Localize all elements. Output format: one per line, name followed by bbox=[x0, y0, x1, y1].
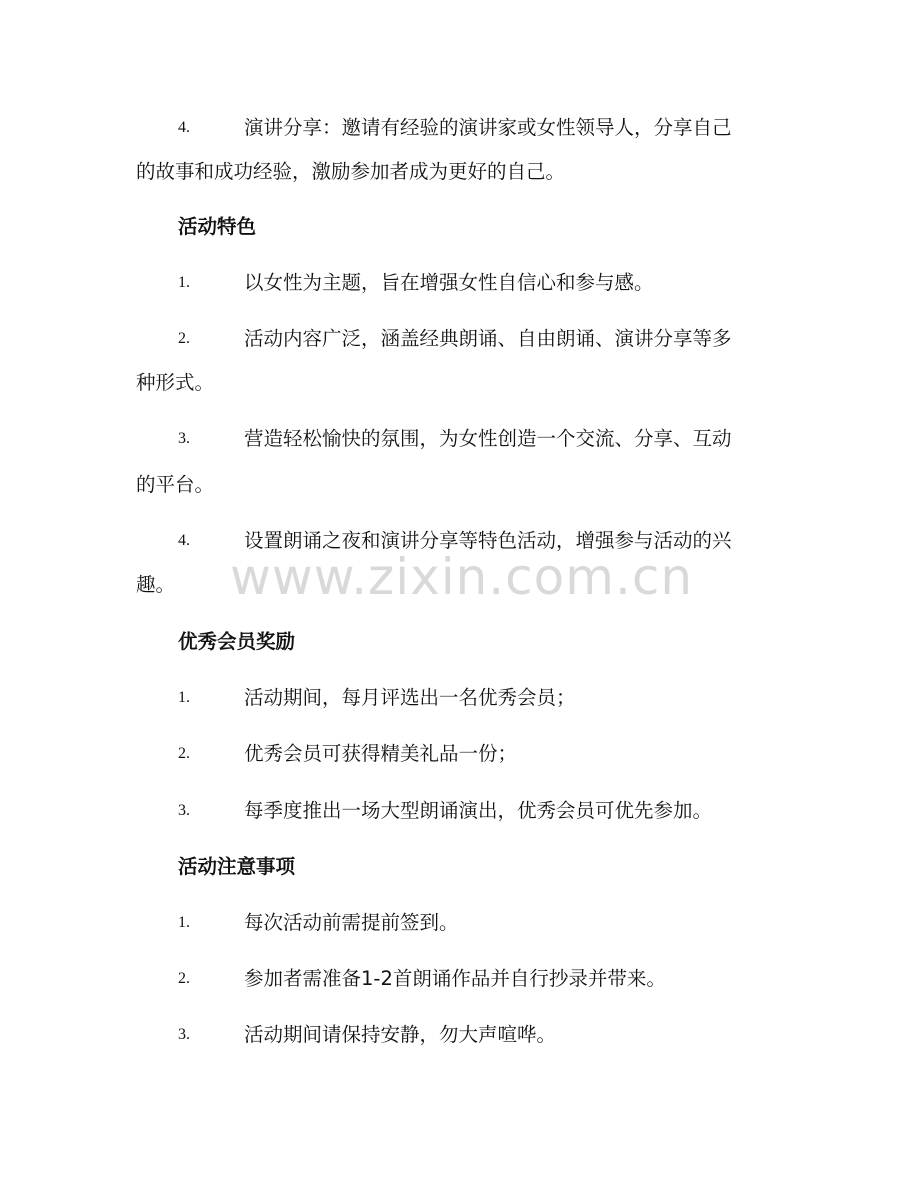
list-number: 4. bbox=[178, 119, 190, 136]
list-text: 设置朗诵之夜和演讲分享等特色活动，增强参与活动的兴 bbox=[244, 529, 732, 552]
list-number: 2. bbox=[178, 745, 190, 762]
list-text-continuation: 种形式。 bbox=[136, 371, 215, 394]
section-heading: 优秀会员奖励 bbox=[178, 630, 296, 653]
list-text: 优秀会员可获得精美礼品一份； bbox=[244, 742, 518, 765]
list-text-continuation: 的平台。 bbox=[136, 473, 215, 496]
list-text: 每季度推出一场大型朗诵演出，优秀会员可优先参加。 bbox=[244, 799, 713, 822]
section-heading: 活动特色 bbox=[178, 215, 257, 238]
list-text: 演讲分享：邀请有经验的演讲家或女性领导人，分享自己 bbox=[244, 116, 732, 139]
watermark-text: www.zixin.com.cn bbox=[230, 548, 694, 606]
list-text-continuation: 的故事和成功经验，激励参加者成为更好的自己。 bbox=[136, 160, 566, 183]
list-number: 1. bbox=[178, 274, 190, 291]
list-number: 1. bbox=[178, 914, 190, 931]
list-number: 3. bbox=[178, 430, 190, 447]
list-text: 活动期间，每月评选出一名优秀会员； bbox=[244, 686, 576, 709]
list-text: 营造轻松愉快的氛围，为女性创造一个交流、分享、互动 bbox=[244, 427, 732, 450]
list-text: 参加者需准备1-2首朗诵作品并自行抄录并带来。 bbox=[244, 967, 666, 990]
list-text: 活动内容广泛，涵盖经典朗诵、自由朗诵、演讲分享等多 bbox=[244, 327, 732, 350]
list-text-continuation: 趣。 bbox=[136, 573, 176, 596]
list-number: 3. bbox=[178, 1026, 190, 1043]
list-text: 以女性为主题，旨在增强女性自信心和参与感。 bbox=[244, 271, 654, 294]
list-number: 1. bbox=[178, 689, 190, 706]
list-number: 2. bbox=[178, 970, 190, 987]
list-number: 3. bbox=[178, 802, 190, 819]
list-text: 活动期间请保持安静，勿大声喧哗。 bbox=[244, 1023, 557, 1046]
list-text: 每次活动前需提前签到。 bbox=[244, 911, 459, 934]
list-number: 4. bbox=[178, 532, 190, 549]
list-number: 2. bbox=[178, 330, 190, 347]
section-heading: 活动注意事项 bbox=[178, 855, 296, 878]
